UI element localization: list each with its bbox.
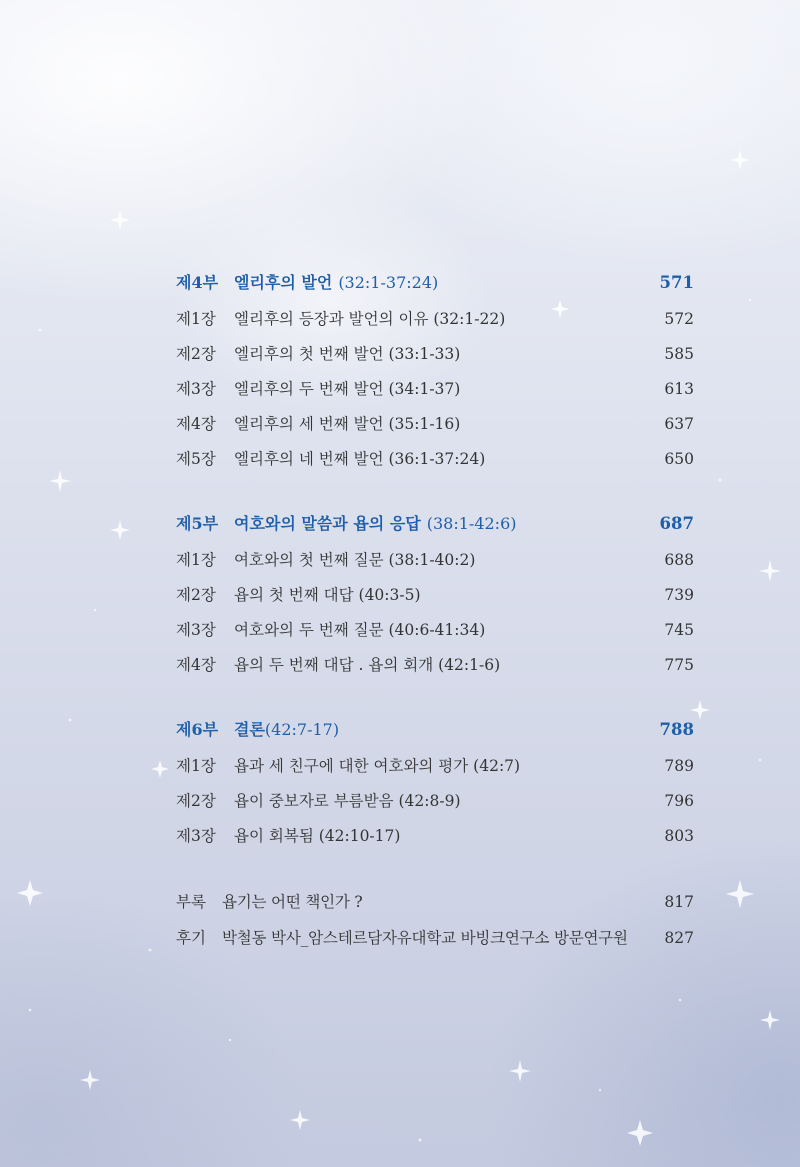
page-number: 572 [664, 310, 694, 328]
chapter-number: 제1장 [176, 757, 216, 775]
page-number: 817 [664, 893, 694, 911]
afterword-label: 후기 [176, 929, 206, 947]
part-number: 제6부 [176, 720, 219, 739]
page-number: 739 [664, 586, 694, 604]
chapter-number: 제3장 [176, 827, 216, 845]
page-number: 571 [659, 273, 694, 292]
part-6 [176, 713, 694, 854]
appendix-section [176, 884, 694, 956]
appendix-row[interactable] [176, 884, 694, 920]
page-number: 687 [659, 514, 694, 533]
chapter-row[interactable] [176, 819, 694, 854]
page-number: 585 [664, 345, 694, 363]
chapter-row[interactable] [176, 749, 694, 784]
page-number: 613 [664, 380, 694, 398]
chapter-row[interactable] [176, 442, 694, 477]
chapter-title: 욥이 중보자로 부름받음 (42:8-9) [234, 792, 461, 810]
chapter-title: 여호와의 두 번째 질문 (40:6-41:34) [234, 621, 486, 639]
chapter-row[interactable] [176, 613, 694, 648]
chapter-title: 욥의 두 번째 대답 . 욥의 회개 (42:1-6) [234, 656, 501, 674]
page-number: 789 [664, 757, 694, 775]
table-of-contents [176, 266, 694, 956]
chapter-title: 욥의 첫 번째 대답 (40:3-5) [234, 586, 421, 604]
part-number: 제5부 [176, 514, 219, 533]
page-number: 796 [664, 792, 694, 810]
page-number: 827 [664, 929, 694, 947]
part-number: 제4부 [176, 273, 219, 292]
chapter-number: 제3장 [176, 380, 216, 398]
appendix-title: 욥기는 어떤 책인가 ? [222, 893, 363, 911]
chapter-number: 제1장 [176, 310, 216, 328]
part-range: (32:1-37:24) [338, 273, 439, 292]
page-number: 650 [664, 450, 694, 468]
part-range: (38:1-42:6) [426, 514, 517, 533]
chapter-row[interactable] [176, 648, 694, 683]
chapter-number: 제4장 [176, 415, 216, 433]
part-range: (42:7-17) [264, 720, 340, 739]
chapter-row[interactable] [176, 302, 694, 337]
chapter-number: 제3장 [176, 621, 216, 639]
chapter-number: 제2장 [176, 586, 216, 604]
chapter-row[interactable] [176, 784, 694, 819]
chapter-number: 제4장 [176, 656, 216, 674]
part-title [234, 266, 654, 300]
page-number: 803 [664, 827, 694, 845]
part-4 [176, 266, 694, 477]
page-number: 788 [659, 720, 694, 739]
chapter-row[interactable] [176, 578, 694, 613]
page-number: 637 [664, 415, 694, 433]
part-title-text: 여호와의 말씀과 욥의 응답 [234, 514, 421, 533]
part-5 [176, 507, 694, 683]
chapter-title: 엘리후의 네 번째 발언 (36:1-37:24) [234, 450, 486, 468]
page-number: 745 [664, 621, 694, 639]
chapter-title: 욥과 세 친구에 대한 여호와의 평가 (42:7) [234, 757, 521, 775]
chapter-title: 엘리후의 등장과 발언의 이유 (32:1-22) [234, 310, 506, 328]
page-number: 775 [664, 656, 694, 674]
chapter-title: 엘리후의 첫 번째 발언 (33:1-33) [234, 345, 461, 363]
part-title-text: 엘리후의 발언 [234, 273, 333, 292]
chapter-title: 여호와의 첫 번째 질문 (38:1-40:2) [234, 551, 476, 569]
appendix-label: 부록 [176, 893, 206, 911]
afterword-title: 박철동 박사_암스테르담자유대학교 바빙크연구소 방문연구원 [222, 929, 628, 947]
afterword-row[interactable] [176, 920, 694, 956]
part-title [234, 507, 654, 541]
page-number: 688 [664, 551, 694, 569]
part-heading[interactable] [176, 266, 694, 300]
chapter-row[interactable] [176, 372, 694, 407]
chapter-row[interactable] [176, 337, 694, 372]
chapter-number: 제2장 [176, 345, 216, 363]
part-heading[interactable] [176, 713, 694, 747]
chapter-number: 제5장 [176, 450, 216, 468]
part-title-text: 결론 [234, 720, 265, 739]
part-heading[interactable] [176, 507, 694, 541]
chapter-row[interactable] [176, 543, 694, 578]
chapter-title: 엘리후의 두 번째 발언 (34:1-37) [234, 380, 461, 398]
chapter-title: 엘리후의 세 번째 발언 (35:1-16) [234, 415, 461, 433]
chapter-number: 제1장 [176, 551, 216, 569]
chapter-title: 욥이 회복됨 (42:10-17) [234, 827, 401, 845]
chapter-number: 제2장 [176, 792, 216, 810]
chapter-row[interactable] [176, 407, 694, 442]
part-title [234, 713, 654, 747]
